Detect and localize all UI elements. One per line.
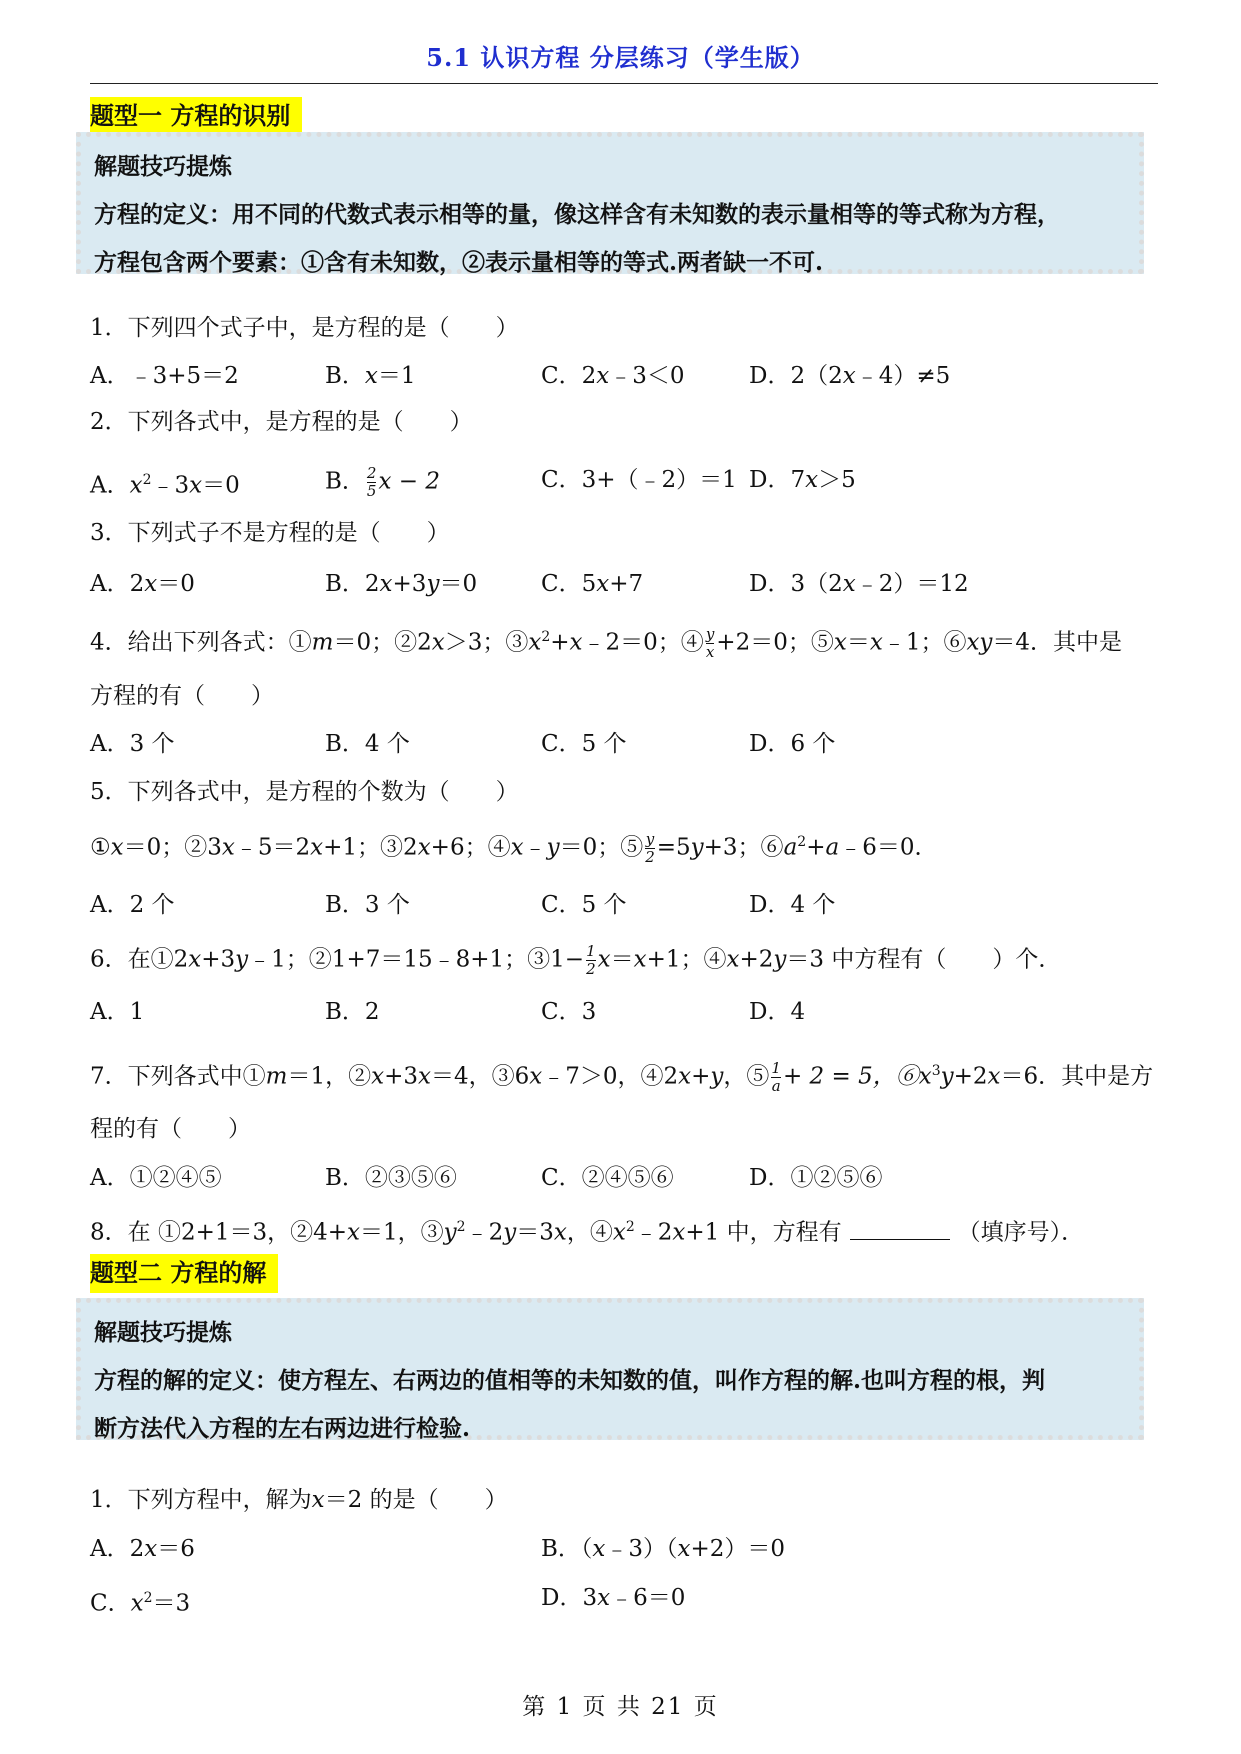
- option-a: A．2x＝0: [90, 571, 195, 597]
- tip-line: 方程的解的定义：使方程左、右两边的值相等的未知数的值，叫作方程的解.也叫方程的根，判: [94, 1367, 1046, 1394]
- fraction: $\frac{y}{2}$: [645, 830, 655, 867]
- question-stem: 7．下列各式中①m＝1，②x+3x＝4，③6x﹣7＞0，④2x+y，⑤ $\frac{1}{a}$ + 2 = 5，$⑥x^3y+2x=6$．其中是方: [90, 1059, 1154, 1096]
- question-stem: 3．下列式子不是方程的是（ ）: [90, 520, 450, 546]
- option-b: B．（x﹣3）（x+2）＝0: [541, 1536, 786, 1562]
- option-c: C．$x^2=3$: [90, 1590, 191, 1617]
- option-b: B．2x+3y＝0: [325, 571, 478, 597]
- option-a: A．2x＝6: [90, 1536, 195, 1562]
- option-b: B．4 个: [325, 731, 410, 757]
- option-a: A．①②④⑤: [90, 1165, 222, 1191]
- option-c: C．3: [541, 999, 597, 1025]
- tip-title: 解题技巧提炼: [94, 1319, 232, 1346]
- option-c: C．5 个: [541, 731, 627, 757]
- option-b: B．3 个: [325, 892, 410, 918]
- page-footer: 第 1 页 共 21 页: [522, 1694, 719, 1720]
- answer-blank[interactable]: [850, 1217, 950, 1240]
- option-c: C．5x+7: [541, 571, 644, 597]
- question-stem: 2．下列各式中，是方程的是（ ）: [90, 409, 473, 435]
- fraction: $\frac{y}{x}$: [705, 625, 715, 662]
- tip-box-2: [76, 1298, 1144, 1440]
- section-heading-2: 题型二 方程的解: [90, 1254, 278, 1293]
- question-expressions: ①x＝0；②3x﹣5＝2x+1；③2x+6；④x﹣y＝0；⑤ $\frac{y}{2}$ =5y+3；$⑥a^2+a﹣6=0$．: [90, 830, 938, 867]
- option-d: D．4: [749, 999, 806, 1025]
- tip-line: 方程的定义：用不同的代数式表示相等的量，像这样含有未知数的表示量相等的等式称为方程，: [94, 201, 1060, 228]
- option-c: C．2x﹣3＜0: [541, 363, 685, 389]
- option-c: C．②④⑤⑥: [541, 1165, 674, 1191]
- option-a: A．$x^2﹣3x=0$: [90, 472, 240, 499]
- section-heading-1: 题型一 方程的识别: [90, 97, 302, 136]
- question-stem: 8．在 ①2+1＝3，②4+x＝1，$③y^2﹣2y=3x$，$④x^2﹣2x+1$ 中，方程有 （填序号）．: [90, 1212, 1084, 1248]
- option-c: C．5 个: [541, 892, 627, 918]
- tip-line: 断方法代入方程的左右两边进行检验.: [94, 1415, 471, 1442]
- option-b: B． $\frac{2}{5}$ x − 2: [325, 464, 440, 500]
- option-a: A．﹣3+5＝2: [90, 363, 239, 389]
- fraction: $\frac{1}{a}$: [771, 1059, 781, 1096]
- header-rule: [90, 83, 1158, 84]
- document-title: 5.1 认识方程 分层练习（学生版）: [426, 43, 815, 72]
- question-stem: 1．下列四个式子中，是方程的是（ ）: [90, 315, 519, 341]
- question-stem: 5．下列各式中，是方程的个数为（ ）: [90, 779, 519, 805]
- question-stem-continued: 方程的有（ ）: [90, 683, 274, 709]
- option-d: D．3（2x﹣2）＝12: [749, 571, 969, 597]
- option-d: D．3x﹣6＝0: [541, 1585, 686, 1611]
- option-a: A．3 个: [90, 731, 175, 757]
- option-b: B．x＝1: [325, 363, 416, 389]
- option-b: B．2: [325, 999, 380, 1025]
- option-d: D．①②⑤⑥: [749, 1165, 883, 1191]
- option-d: D．6 个: [749, 731, 836, 757]
- fraction: $\frac{1}{2}$: [586, 942, 596, 978]
- question-stem: 6．在①2x+3y﹣1；②1+7＝15﹣8+1；③1− $\frac{1}{2}$ x＝x+1；④x+2y＝3 中方程有（ ）个．: [90, 942, 1062, 978]
- fraction: $\frac{2}{5}$: [366, 464, 377, 500]
- option-d: D．4 个: [749, 892, 836, 918]
- tip-title: 解题技巧提炼: [94, 153, 232, 180]
- option-a: A．1: [90, 999, 145, 1025]
- option-b: B．②③⑤⑥: [325, 1165, 457, 1191]
- question-stem: 4．给出下列各式：①m＝0；②2x＞3；$③x^2+x﹣2=0$；④ $\frac{y}{x}$ +2＝0；⑤x＝x﹣1；⑥xy＝4．其中是: [90, 625, 1123, 662]
- tip-line: 方程包含两个要素：①含有未知数，②表示量相等的等式.两者缺一不可.: [94, 249, 824, 276]
- option-c: C．3+（﹣2）＝1: [541, 467, 737, 493]
- tip-box-1: [76, 132, 1144, 274]
- question-stem: 1．下列方程中，解为x＝2 的是（ ）: [90, 1487, 508, 1513]
- option-d: D．7x＞5: [749, 467, 856, 493]
- question-stem-continued: 程的有（ ）: [90, 1116, 251, 1142]
- option-a: A．2 个: [90, 892, 175, 918]
- option-d: D．2（2x﹣4）≠5: [749, 363, 951, 389]
